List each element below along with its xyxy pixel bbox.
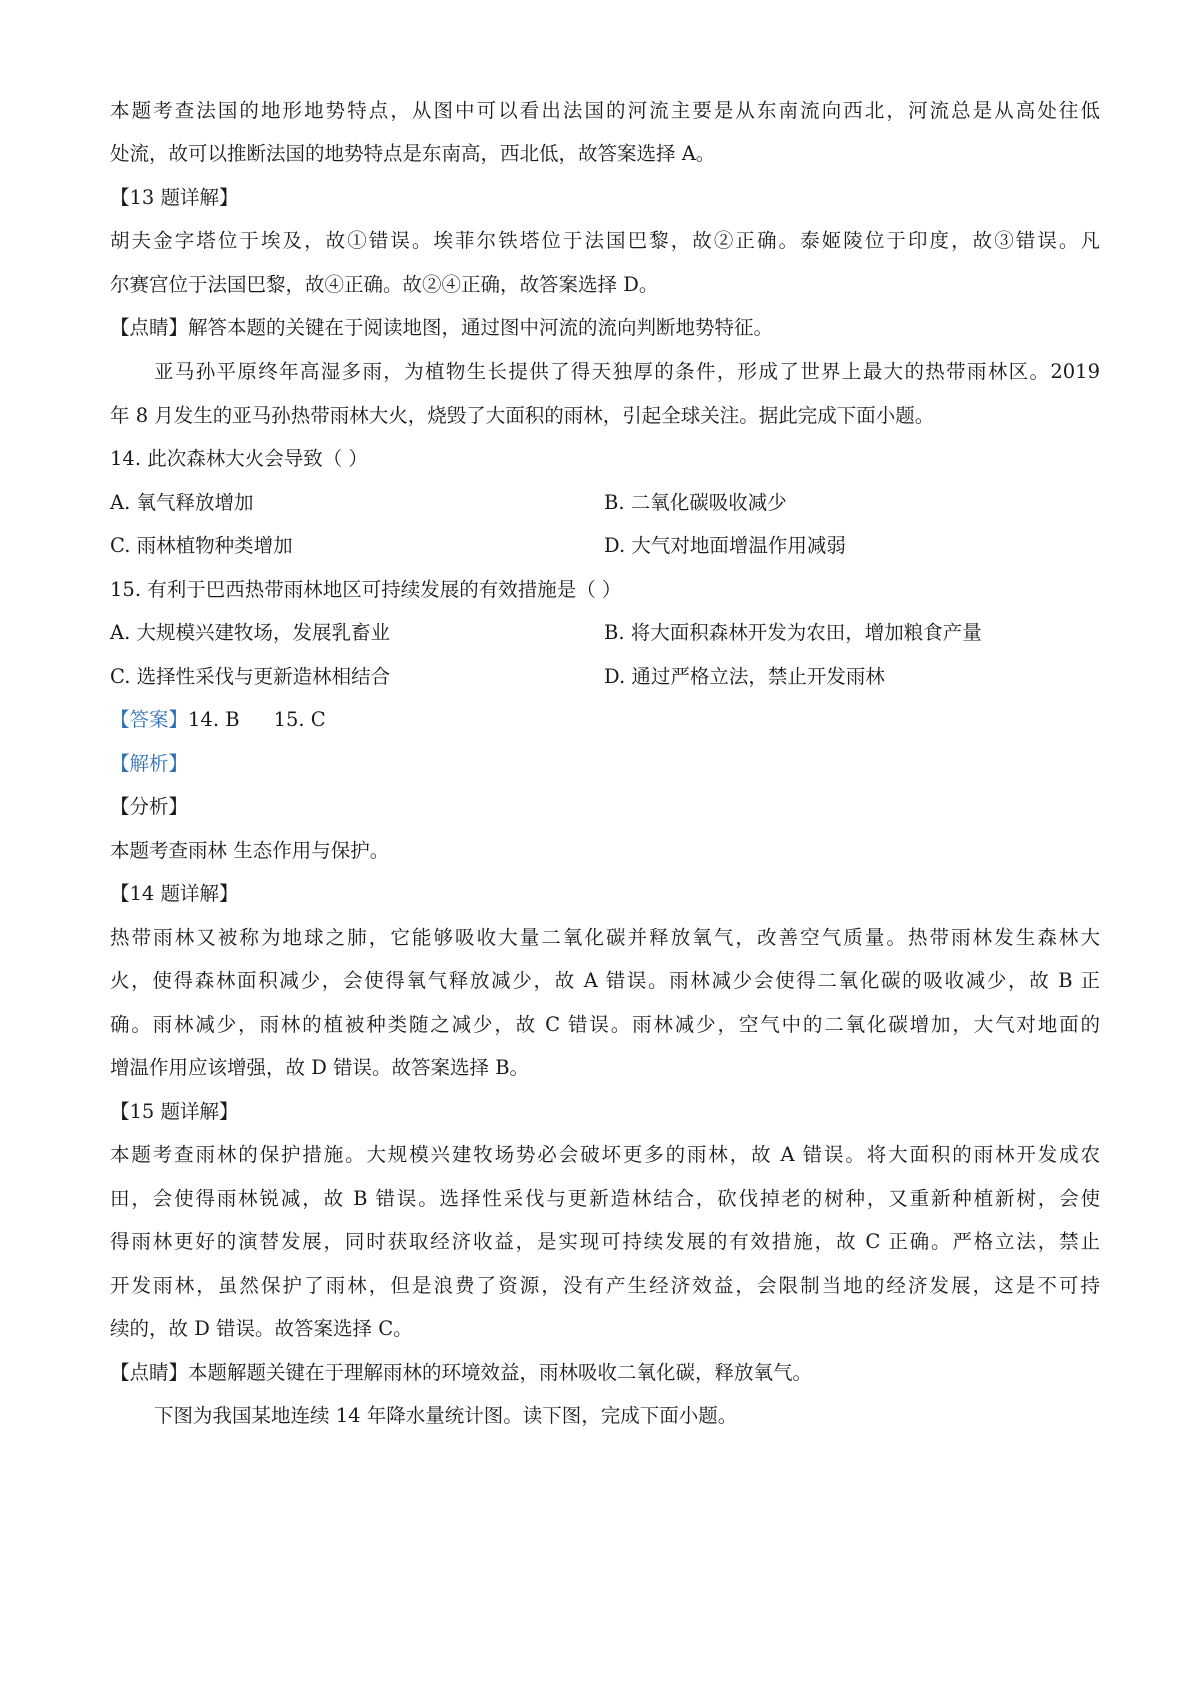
paragraph-line: 热带雨林又被称为地球之肺，它能够吸收大量二氧化碳并释放氧气，改善空气质量。热带雨林发生森林大 [110, 926, 1100, 949]
question-14-option-d: D. 大气对地面增温作用减弱 [604, 534, 846, 557]
question-15-option-b: B. 将大面积森林开发为农田，增加粮食产量 [604, 621, 982, 644]
question-15-option-d: D. 通过严格立法，禁止开发雨林 [604, 665, 885, 688]
paragraph-line: 本题考查法国的地形地势特点，从图中可以看出法国的河流主要是从东南流向西北，河流总是从高处往低 [110, 99, 1100, 122]
paragraph-line: 尔赛宫位于法国巴黎，故④正确。故②④正确，故答案选择 D。 [110, 273, 659, 296]
fenxi-text: 本题考查雨林 生态作用与保护。 [110, 839, 390, 862]
question-14-stem: 14. 此次森林大火会导致（ ） [110, 447, 368, 470]
paragraph-line: 本题考查雨林的保护措施。大规模兴建牧场势必会破坏更多的雨林，故 A 错误。将大面积的雨林开发成农 [110, 1143, 1100, 1166]
paragraph-line: 火，使得森林面积减少，会使得氧气释放减少，故 A 错误。雨林减少会使得二氧化碳的吸收减少，故 B 正 [110, 969, 1100, 992]
paragraph-line: 处流，故可以推断法国的地势特点是东南高，西北低，故答案选择 A。 [110, 142, 716, 165]
paragraph-line: 增温作用应该增强，故 D 错误。故答案选择 B。 [110, 1056, 530, 1079]
dianjing-note-2: 【点睛】本题解题关键在于理解雨林的环境效益，雨林吸收二氧化碳，释放氧气。 [110, 1361, 813, 1384]
fenxi-heading: 【分析】 [110, 795, 189, 818]
paragraph-line: 确。雨林减少，雨林的植被种类随之减少，故 C 错误。雨林减少，空气中的二氧化碳增加，大气对地面的 [110, 1013, 1100, 1036]
intro-paragraph-line: 亚马孙平原终年高湿多雨，为植物生长提供了得天独厚的条件，形成了世界上最大的热带雨林区。2019 [154, 360, 1100, 383]
question-15-option-c: C. 选择性采伐与更新造林相结合 [110, 665, 391, 688]
intro-paragraph-line: 年 8 月发生的亚马孙热带雨林大火，烧毁了大面积的雨林，引起全球关注。据此完成下面小题。 [110, 404, 935, 427]
paragraph-line: 开发雨林，虽然保护了雨林，但是浪费了资源，没有产生经济效益，会限制当地的经济发展，这是不可持 [110, 1274, 1100, 1297]
answer-line [110, 707, 326, 733]
answer-label: 【答案】 [110, 708, 189, 731]
section-heading-15: 【15 题详解】 [110, 1100, 239, 1123]
question-14-option-c: C. 雨林植物种类增加 [110, 534, 293, 557]
question-15-stem: 15. 有利于巴西热带雨林地区可持续发展的有效措施是（ ） [110, 578, 622, 601]
paragraph-line: 田，会使得雨林锐减，故 B 错误。选择性采伐与更新造林结合，砍伐掉老的树种，又重新种植新树，会使 [110, 1187, 1100, 1210]
section-heading-13: 【13 题详解】 [110, 186, 239, 209]
paragraph-line: 得雨林更好的演替发展，同时获取经济收益，是实现可持续发展的有效措施，故 C 正确。严格立法，禁止 [110, 1230, 1100, 1253]
paragraph-line: 胡夫金字塔位于埃及，故①错误。埃菲尔铁塔位于法国巴黎，故②正确。泰姬陵位于印度，故③错误。凡 [110, 229, 1100, 252]
section-heading-14: 【14 题详解】 [110, 882, 239, 905]
answer-14: 14. B [188, 708, 240, 731]
question-14-option-b: B. 二氧化碳吸收减少 [604, 491, 787, 514]
answer-15: 15. C [273, 708, 326, 731]
next-intro-line: 下图为我国某地连续 14 年降水量统计图。读下图，完成下面小题。 [154, 1404, 738, 1427]
question-15-option-a: A. 大规模兴建牧场，发展乳畜业 [110, 621, 390, 644]
dianjing-note-1: 【点睛】解答本题的关键在于阅读地图，通过图中河流的流向判断地势特征。 [110, 316, 774, 339]
question-14-option-a: A. 氧气释放增加 [110, 491, 254, 514]
jiexi-heading: 【解析】 [110, 752, 189, 775]
paragraph-line: 续的，故 D 错误。故答案选择 C。 [110, 1317, 413, 1340]
